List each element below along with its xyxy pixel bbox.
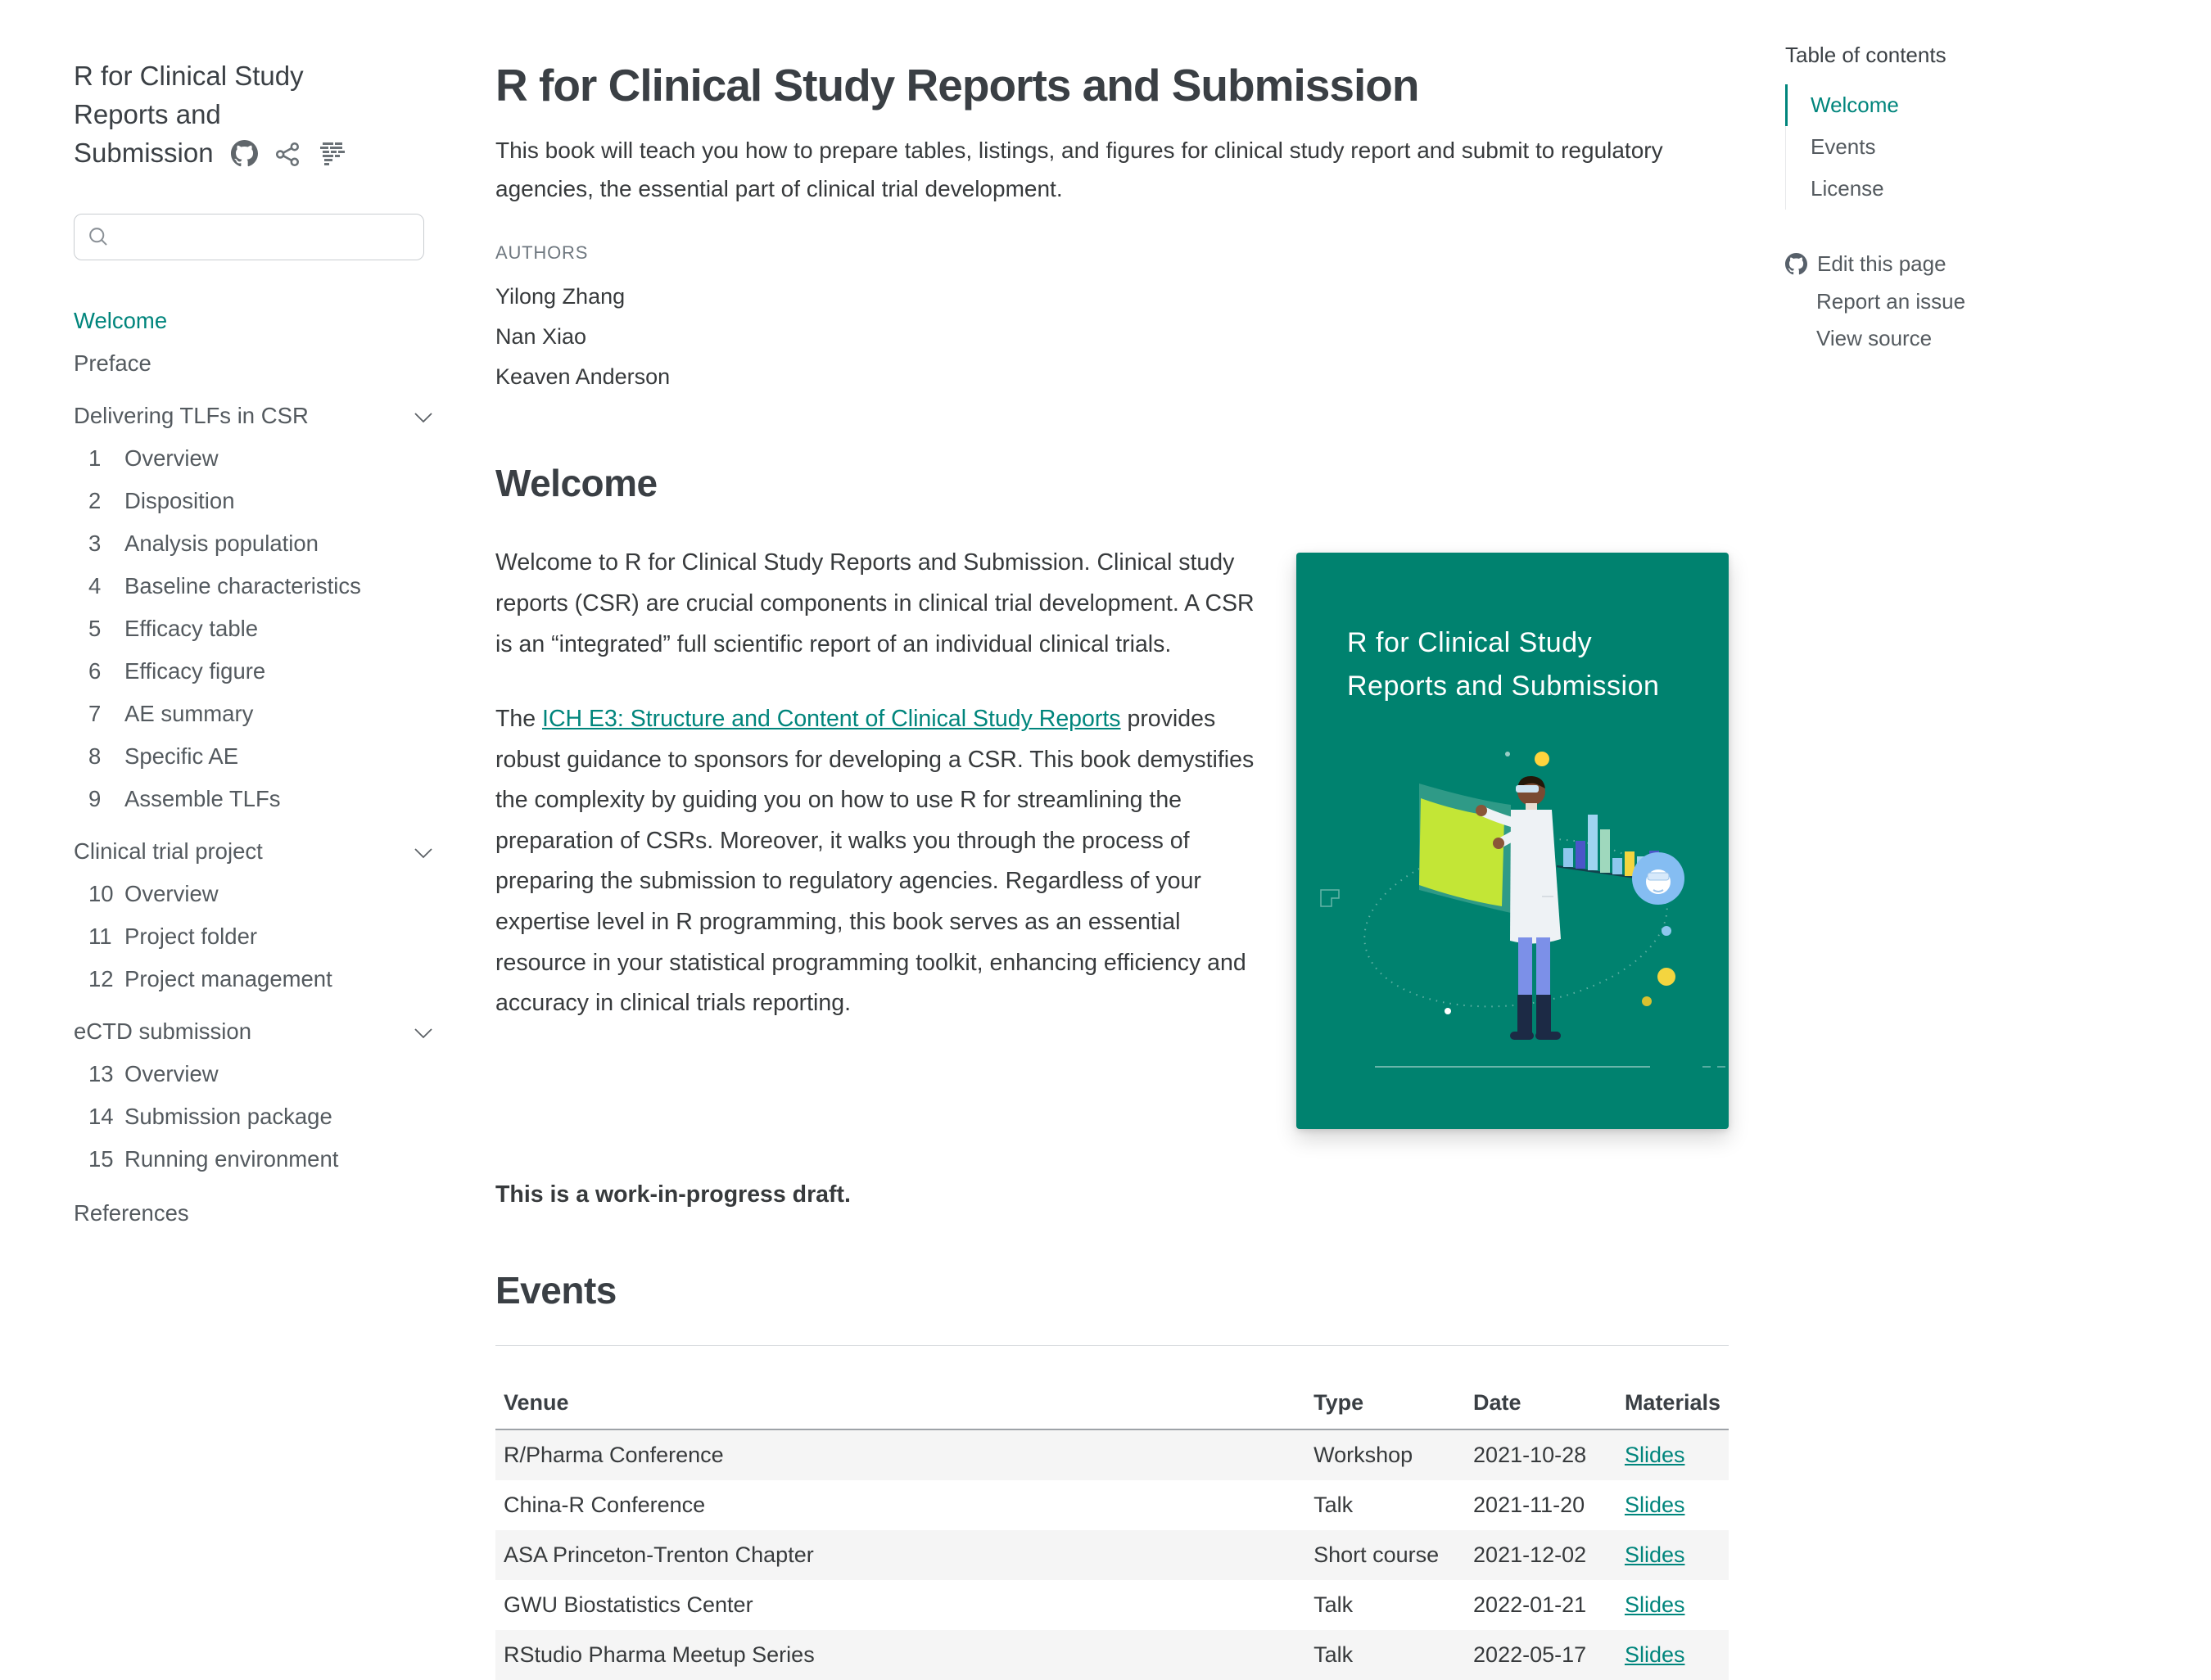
toc-link-label: View source — [1816, 326, 1933, 350]
sidebar — [74, 57, 432, 1235]
sidebar-item-ch13[interactable] — [74, 1053, 432, 1095]
table-row — [495, 1630, 1729, 1680]
sidebar-item-ch14[interactable] — [74, 1095, 432, 1138]
venue-cell: ASA Princeton-Trenton Chapter — [504, 1542, 814, 1568]
welcome-body — [495, 543, 1729, 1216]
chapter-number: 8 — [88, 743, 102, 769]
type-cell: Short course — [1313, 1542, 1440, 1568]
venue-cell: China-R Conference — [504, 1493, 706, 1518]
cover-title — [1347, 621, 1659, 707]
table-row — [495, 1429, 1729, 1480]
github-icon[interactable] — [221, 138, 265, 168]
chapter-label: Baseline characteristics — [124, 572, 361, 598]
sidebar-item-ch1[interactable] — [74, 437, 432, 480]
type-cell: Workshop — [1313, 1443, 1413, 1468]
page-title: R for Clinical Study Reports and Submission — [495, 60, 1419, 111]
column-header-materials: Materials — [1616, 1346, 1729, 1430]
column-header-type: Type — [1305, 1346, 1465, 1430]
type-cell: Talk — [1313, 1493, 1354, 1518]
chapter-number: 7 — [88, 700, 102, 726]
date-cell: 2021-10-28 — [1473, 1443, 1587, 1468]
ich-e3-link[interactable]: ICH E3: Structure and Content of Clinical Study Reports — [542, 706, 1121, 733]
chapter-number: 12 — [88, 965, 114, 991]
chapter-label: AE summary — [124, 700, 254, 726]
sidebar-section-label: Clinical trial project — [74, 838, 263, 864]
chapter-number: 11 — [88, 923, 112, 949]
chevron-down-icon[interactable] — [414, 403, 432, 429]
table-row — [495, 1580, 1729, 1630]
date-cell: 2022-01-21 — [1473, 1592, 1587, 1618]
chapter-number: 3 — [88, 530, 102, 556]
chapter-label: Overview — [124, 445, 219, 471]
sidebar-item-preface[interactable]: Preface — [74, 350, 151, 376]
events-table — [495, 1345, 1729, 1680]
chapter-number: 6 — [88, 657, 102, 684]
sidebar-item-ch12[interactable] — [74, 958, 432, 1000]
chapter-label: Analysis population — [124, 530, 319, 556]
chapter-label: Project folder — [124, 923, 258, 949]
table-header-row — [495, 1346, 1729, 1430]
chapter-number: 13 — [88, 1060, 114, 1086]
toc-nav — [1785, 84, 2178, 210]
chapter-label: Efficacy table — [124, 615, 259, 641]
chapter-label: Efficacy figure — [124, 657, 266, 684]
slides-link[interactable]: Slides — [1624, 1493, 1685, 1518]
sidebar-item-ch15[interactable] — [74, 1138, 432, 1181]
github-icon — [1785, 253, 1807, 275]
type-cell: Talk — [1313, 1642, 1354, 1668]
toc-item-license[interactable]: License — [1785, 168, 2178, 210]
sidebar-item-references[interactable]: References — [74, 1199, 189, 1226]
sidebar-item-ch2[interactable] — [74, 480, 432, 522]
sidebar-nav — [74, 300, 432, 1235]
paragraph-text: The — [495, 706, 543, 733]
slides-link[interactable]: Slides — [1624, 1443, 1685, 1468]
column-header-date: Date — [1465, 1346, 1616, 1430]
search-input[interactable] — [119, 225, 410, 249]
sidebar-item-ch4[interactable] — [74, 565, 432, 607]
type-cell: Talk — [1313, 1592, 1354, 1618]
table-row — [495, 1530, 1729, 1580]
chapter-number: 1 — [88, 445, 102, 471]
sidebar-item-ch8[interactable] — [74, 735, 432, 778]
main-content — [495, 47, 1729, 1680]
chapter-label: Specific AE — [124, 743, 239, 769]
toc-links — [1785, 246, 2178, 358]
chapter-number: 9 — [88, 785, 102, 811]
search-icon — [88, 226, 109, 247]
paragraph-text: provides robust guidance to sponsors for developing a CSR. This book demystifies the complexity by guiding you on how to use R for streamlining the preparation of CSRs. Moreover, it walks you through the process of preparing the submission to regulatory agencies. Regardless of your expertise level in R programming, this book serves as an essential resource in your statistical programming toolkit, enhancing efficiency and accuracy in clinical trials reporting. — [495, 706, 1255, 1017]
chapter-label: Overview — [124, 1060, 219, 1086]
sidebar-item-ch11[interactable] — [74, 915, 432, 958]
chapter-label: Overview — [124, 880, 219, 906]
sidebar-section-label: eCTD submission — [74, 1018, 252, 1044]
page-description: This book will teach you how to prepare tables, listings, and figures for clinical study report and submit to regulatory agencies, the essential part of clinical trial development. — [495, 138, 1663, 202]
welcome-heading: Welcome — [495, 462, 658, 505]
date-cell: 2021-12-02 — [1473, 1542, 1587, 1568]
chapter-label: Assemble TLFs — [124, 785, 281, 811]
slides-link[interactable]: Slides — [1624, 1542, 1685, 1568]
venue-cell: RStudio Pharma Meetup Series — [504, 1642, 815, 1668]
authors-label: AUTHORS — [495, 242, 589, 264]
column-header-venue: Venue — [495, 1346, 1305, 1430]
toc-link-label: Edit this page — [1817, 251, 1946, 276]
author-name: Yilong Zhang — [495, 284, 626, 309]
sidebar-item-ch6[interactable] — [74, 650, 432, 693]
text-lines-icon[interactable] — [308, 138, 347, 168]
slides-link[interactable]: Slides — [1624, 1642, 1685, 1668]
book-title-text: R for Clinical Study Reports and Submission — [74, 61, 304, 168]
toc-link-label: Report an issue — [1816, 288, 1966, 314]
table-of-contents — [1785, 43, 2178, 358]
toc-item-events[interactable]: Events — [1785, 126, 2178, 168]
sidebar-section-delivering-tlfs[interactable] — [74, 395, 432, 437]
sidebar-item-ch5[interactable] — [74, 607, 432, 650]
venue-cell: R/Pharma Conference — [504, 1443, 724, 1468]
chapter-number: 2 — [88, 487, 102, 513]
sidebar-item-ch7[interactable] — [74, 693, 432, 735]
chevron-down-icon[interactable] — [414, 1018, 432, 1045]
sidebar-section-label: Delivering TLFs in CSR — [74, 402, 309, 428]
chapter-number: 5 — [88, 615, 102, 641]
sidebar-section-clinical-trial-project[interactable] — [74, 830, 432, 873]
authors-block — [495, 242, 1729, 397]
slides-link[interactable]: Slides — [1624, 1592, 1685, 1618]
cover-title-line1: R for Clinical Study — [1347, 627, 1593, 659]
chapter-number: 10 — [88, 880, 114, 906]
events-heading: Events — [495, 1269, 617, 1312]
venue-cell: GWU Biostatistics Center — [504, 1592, 753, 1618]
table-row — [495, 1480, 1729, 1530]
chapter-label: Submission package — [124, 1103, 332, 1129]
sidebar-item-welcome[interactable]: Welcome — [74, 307, 168, 333]
edit-this-page-link[interactable] — [1785, 246, 2178, 283]
chevron-down-icon[interactable] — [414, 838, 432, 865]
book-cover-image — [1296, 553, 1729, 1129]
chapter-label: Disposition — [124, 487, 235, 513]
chapter-label: Project management — [124, 965, 332, 991]
view-source-link[interactable] — [1785, 320, 2178, 358]
date-cell: 2021-11-20 — [1473, 1493, 1585, 1518]
search-box[interactable] — [74, 214, 424, 260]
chapter-number: 15 — [88, 1145, 114, 1172]
share-icon[interactable] — [265, 138, 308, 168]
report-an-issue-link[interactable] — [1785, 283, 2178, 321]
author-name: Nan Xiao — [495, 324, 587, 350]
date-cell: 2022-05-17 — [1473, 1642, 1587, 1668]
toc-item-welcome[interactable]: Welcome — [1785, 84, 2178, 126]
sidebar-item-ch10[interactable] — [74, 873, 432, 915]
cover-title-line2: Reports and Submission — [1347, 671, 1660, 702]
sidebar-item-ch3[interactable] — [74, 522, 432, 565]
draft-notice: This is a work-in-progress draft. — [495, 1181, 851, 1208]
chapter-label: Running environment — [124, 1145, 339, 1172]
chapter-number: 4 — [88, 572, 102, 598]
sidebar-item-ch9[interactable] — [74, 778, 432, 820]
welcome-paragraph-1: Welcome to R for Clinical Study Reports and Submission. Clinical study reports (CSR) are crucial components in clinical trial development. A CSR is an “integrated” full scientific report of an individual clinical trials. — [495, 549, 1255, 657]
chapter-number: 14 — [88, 1103, 114, 1129]
author-name: Keaven Anderson — [495, 364, 671, 390]
book-title — [74, 57, 356, 173]
sidebar-section-ectd-submission[interactable] — [74, 1010, 432, 1053]
toc-heading: Table of contents — [1785, 43, 1946, 67]
